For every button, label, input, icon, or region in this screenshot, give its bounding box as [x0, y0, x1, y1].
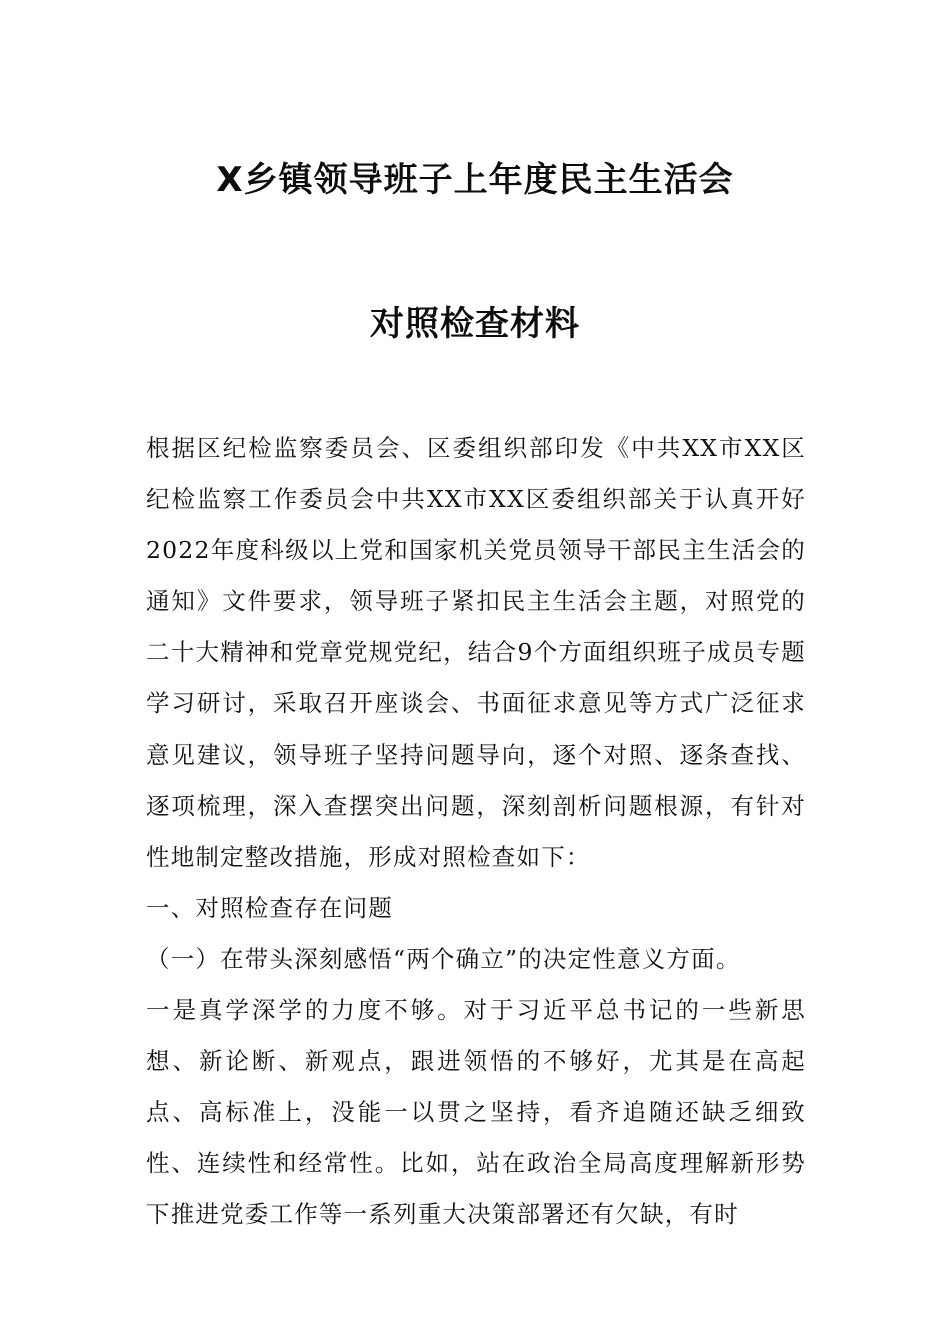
- document-body: [146, 423, 806, 1241]
- section-heading: 一、对照检查存在问题: [146, 893, 393, 922]
- document-subtitle: 对照检查材料: [370, 304, 580, 344]
- document-title: X乡镇领导班子上年度民主生活会: [216, 160, 734, 200]
- intro-paragraph: 根据区纪检监察委员会、区委组织部印发《中共XX市XX区纪检监察工作委员会中共XX市XX区委组织部关于认真开好2022年度科级以上党和国家机关党员领导干部民主生活会的通知》文件要求，领导班子紧扣民主生活会主题，对照党的二十大精神和党章党规党纪，结合9个方面组织班子成员专题学习研讨，采取召开座谈会、书面征求意见等方式广泛征求意见建议，领导班子坚持问题导向，逐个对照、逐条查找、逐项梳理，深入查摆突出问题，深刻剖析问题根源，有针对性地制定整改措施，形成对照检查如下：: [146, 434, 806, 871]
- body-paragraph: 一是真学深学的力度不够。对于习近平总书记的一些新思想、新论断、新观点，跟进领悟的不够好，尤其是在高起点、高标准上，没能一以贯之坚持，看齐追随还缺乏细致性、连续性和经常性。比如，站在政治全局高度理解新形势下推进党委工作等一系列重大决策部署还有欠缺，有时: [146, 996, 806, 1229]
- subsection-heading: （一）在带头深刻感悟“两个确立”的决定性意义方面。: [146, 944, 741, 973]
